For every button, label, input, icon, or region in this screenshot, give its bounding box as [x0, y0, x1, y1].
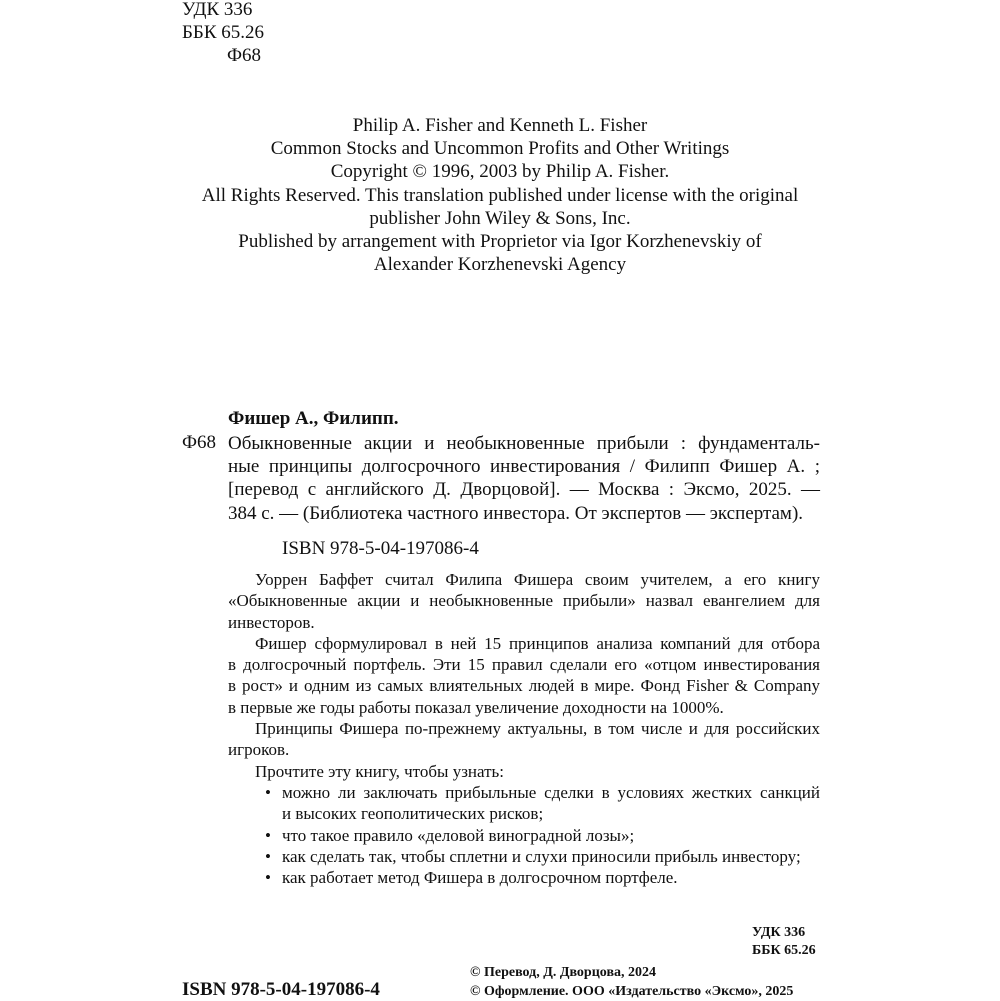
- notice-line: publisher John Wiley & Sons, Inc.: [369, 207, 631, 229]
- bib-line: 384 с. — (Библиотека частного инвестора. От экспертов — экспертам).: [228, 502, 804, 524]
- bullet-item: [228, 825, 820, 846]
- bbk-code: ББК 65.26: [182, 22, 264, 43]
- annotation-line: в рост» и одним из самых влиятельных людей в мире. Фонд Fisher & Company: [228, 676, 820, 696]
- bib-isbn: ISBN 978-5-04-197086-4: [282, 538, 479, 559]
- udk-code: УДК 336: [182, 0, 253, 20]
- bullet-item: [228, 867, 820, 888]
- author-sign-code: Ф68: [227, 45, 262, 66]
- footer-isbn: ISBN 978-5-04-197086-4: [182, 979, 380, 1000]
- bullet-text: что такое правило «деловой виноградной лозы»;: [282, 825, 635, 845]
- annotation-line: в долгосрочный портфель. Эти 15 правил сделали его «отцом инвестирования: [228, 655, 820, 675]
- annotation-line: игроков.: [228, 740, 290, 760]
- bib-line: ные принципы долгосрочного инвестирования / Филипп Фишер А. ;: [228, 456, 820, 478]
- copyright-block: [470, 963, 793, 1001]
- notice-line: Copyright © 1996, 2003 by Philip A. Fisher.: [330, 161, 670, 183]
- footer-udk: УДК 336: [752, 925, 806, 940]
- bullet-item: [228, 782, 820, 803]
- notice-line: Philip A. Fisher and Kenneth L. Fisher: [352, 115, 648, 136]
- bullet-text: как работает метод Фишера в долгосрочном портфеле.: [282, 868, 678, 888]
- original-edition-notice: [0, 114, 1000, 276]
- bullet-item: [228, 846, 820, 867]
- bib-code: Ф68: [182, 432, 217, 453]
- bullet-icon: •: [265, 868, 271, 888]
- notice-line: Alexander Korzhenevski Agency: [373, 254, 627, 276]
- copyright-design: © Оформление. ООО «Издательство «Эксмо», 2025: [470, 984, 794, 999]
- annotation-line: Уоррен Баффет считал Филипа Фишера своим учителем, а его книгу: [255, 570, 820, 589]
- bib-description: [228, 432, 820, 525]
- bullet-text: можно ли заключать прибыльные сделки в условиях жестких санкций: [282, 782, 820, 802]
- bullet-text: как сделать так, чтобы сплетни и слухи приносили прибыль инвестору;: [282, 846, 801, 866]
- notice-line: Common Stocks and Uncommon Profits and Other Writings: [270, 138, 730, 160]
- annotation-line: в первые же годы работы показал увеличение доходности на 1000%.: [228, 697, 724, 717]
- bullet-continuation: и высоких геополитических рисков;: [282, 804, 544, 824]
- bullet-icon: •: [265, 782, 271, 802]
- annotation-line: инвесторов.: [228, 612, 315, 632]
- bullet-icon: •: [265, 846, 271, 866]
- annotation-line: «Обыкновенные акции и необыкновенные прибыли» назвал евангелием для: [228, 591, 820, 611]
- bib-author: Фишер А., Филипп.: [228, 408, 399, 429]
- bib-line: [перевод с английского Д. Дворцовой]. — Москва : Эксмо, 2025. —: [228, 479, 820, 501]
- footer-classification: [752, 924, 816, 960]
- footer-bbk: ББК 65.26: [752, 943, 816, 958]
- notice-line: All Rights Reserved. This translation published under license with the original: [201, 184, 799, 206]
- classification-header: [182, 0, 264, 67]
- bullet-icon: •: [265, 825, 271, 845]
- copyright-translation: © Перевод, Д. Дворцова, 2024: [470, 965, 656, 980]
- bib-line: Обыкновенные акции и необыкновенные прибыли : фундаменталь-: [228, 433, 820, 454]
- annotation: [228, 569, 820, 888]
- notice-line: Published by arrangement with Proprietor via Igor Korzhenevskiy of: [238, 231, 762, 253]
- annotation-line: Прочтите эту книгу, чтобы узнать:: [255, 761, 505, 781]
- annotation-line: Принципы Фишера по-прежнему актуальны, в том числе и для российских: [255, 719, 820, 739]
- annotation-line: Фишер сформулировал в ней 15 принципов анализа компаний для отбора: [255, 633, 820, 653]
